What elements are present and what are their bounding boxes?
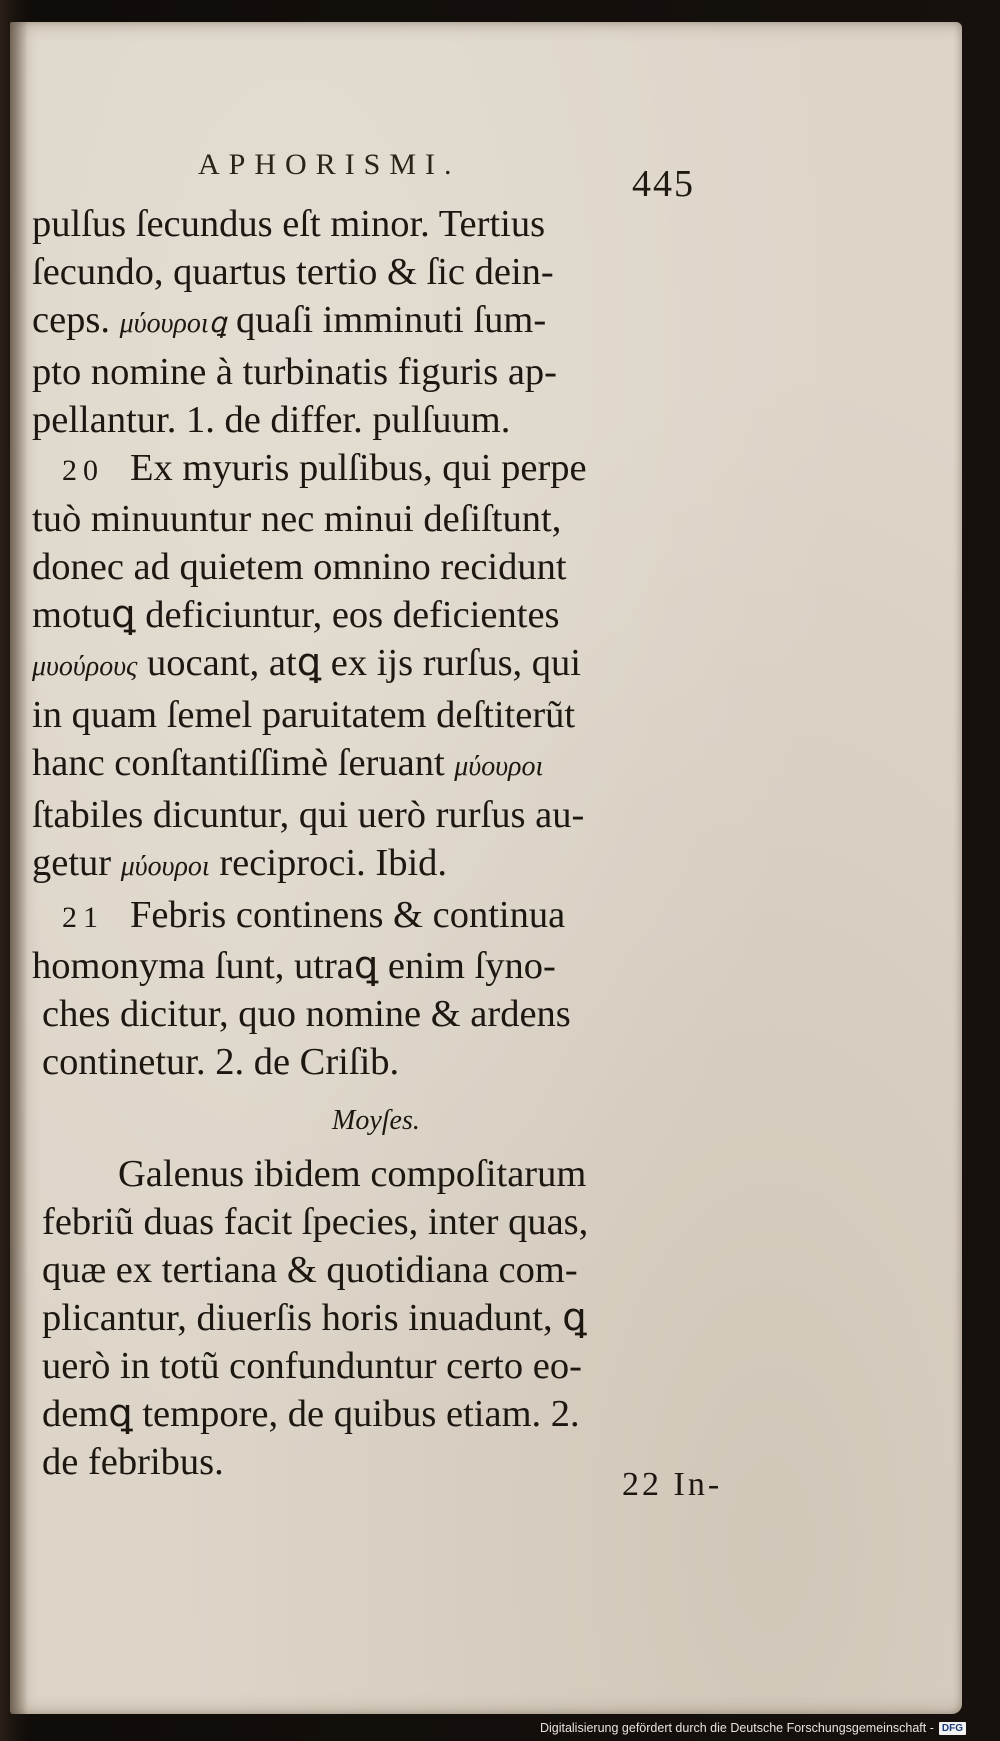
text-line: febriũ duas facit ſpecies, inter quas, bbox=[42, 1201, 589, 1243]
text-line bbox=[32, 296, 737, 348]
text-line: ſtabiles dicuntur, qui uerò rurſus au- bbox=[32, 794, 585, 836]
text-line: plicantur, diuerſis horis inuadunt, ꝗ bbox=[42, 1297, 587, 1339]
text-line: continetur. 2. de Criſib. bbox=[42, 1041, 400, 1083]
text-line: demꝗ tempore, de quibus etiam. 2. bbox=[42, 1393, 580, 1435]
greek-word: μυούρους bbox=[32, 651, 138, 682]
aphorism-number: 21 bbox=[62, 901, 104, 934]
text-line: ſecundo, quartus tertio & ſic dein- bbox=[32, 251, 554, 293]
text-line: tuò minuuntur nec minui deſiſtunt, bbox=[32, 498, 562, 540]
text-line bbox=[32, 839, 737, 891]
text-fragment: getur bbox=[32, 842, 112, 884]
text-line: ches dicitur, quo nomine & ardens bbox=[42, 993, 571, 1035]
footer-credit: Digitalisierung gefördert durch die Deutsche Forschungsgemeinschaft - bbox=[539, 1721, 934, 1735]
greek-word: μύουροιꝗ bbox=[119, 308, 227, 339]
book-page bbox=[10, 22, 962, 1714]
aphorism-21-first-line bbox=[32, 891, 737, 942]
text-line: de febribus. bbox=[42, 1441, 224, 1483]
paragraph-first-line: Galenus ibidem compoſitarum bbox=[118, 1153, 587, 1195]
text-fragment: Ex myuris pulſibus, qui perpe bbox=[130, 447, 587, 489]
text-fragment: quaſi imminuti ſum- bbox=[236, 299, 547, 341]
catchword: 22 In- bbox=[622, 1466, 723, 1503]
text-fragment: hanc conſtantiſſimè ſeruant bbox=[32, 742, 445, 784]
aphorism-number: 20 bbox=[62, 454, 104, 487]
section-heading: Moyſes. bbox=[332, 1105, 420, 1136]
greek-word: μύουροι bbox=[454, 751, 544, 782]
aphorism-20-first-line bbox=[32, 444, 737, 495]
dfg-logo: DFG bbox=[939, 1722, 966, 1735]
page-gutter-shadow bbox=[10, 22, 28, 1714]
text-line: quæ ex tertiana & quotidiana com- bbox=[42, 1249, 578, 1291]
digitization-footer bbox=[540, 1721, 966, 1735]
text-line bbox=[32, 639, 737, 691]
text-line bbox=[32, 739, 737, 791]
text-line: pellantur. 1. de differ. pulſuum. bbox=[32, 399, 511, 441]
greek-word: μύουροι bbox=[120, 851, 210, 882]
text-line: motuꝗ deficiuntur, eos deficientes bbox=[32, 594, 560, 636]
text-line: uerò in totũ confunduntur certo eo- bbox=[42, 1345, 582, 1387]
text-line: pulſus ſecundus eſt minor. Tertius bbox=[32, 203, 546, 245]
page-body bbox=[32, 200, 737, 1486]
text-line: homonyma ſunt, utraꝗ enim ſyno- bbox=[32, 945, 556, 987]
text-fragment: reciproci. Ibid. bbox=[219, 842, 448, 884]
text-fragment: uocant, atꝗ ex ijs rurſus, qui bbox=[147, 642, 581, 684]
text-line: pto nomine à turbinatis figuris ap- bbox=[32, 351, 557, 393]
text-line: donec ad quietem omnino recidunt bbox=[32, 546, 567, 588]
text-line: in quam ſemel paruitatem deſtiterũt bbox=[32, 694, 576, 736]
text-fragment: ceps. bbox=[32, 299, 111, 341]
running-head: APHORISMI. bbox=[198, 148, 461, 181]
page-number: 445 bbox=[632, 163, 695, 205]
text-fragment: Febris continens & continua bbox=[130, 894, 566, 936]
